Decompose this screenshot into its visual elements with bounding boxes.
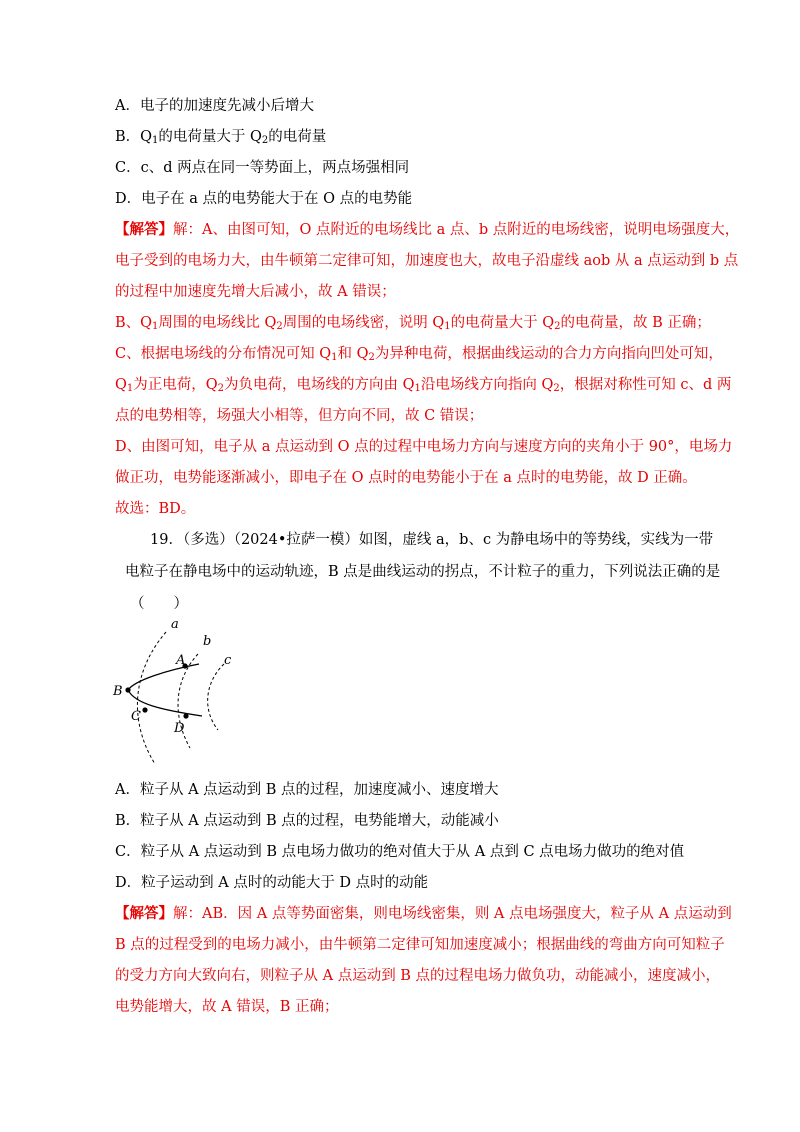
point-c-dot bbox=[142, 707, 147, 712]
q18-option-b: B．$Q_1$的电荷量大于 $Q_2$的电荷量 bbox=[115, 129, 327, 146]
q19-option-d: D．粒子运动到 A 点时的动能大于 D 点时的动能 bbox=[115, 875, 429, 891]
q19-stem-line-3: （ ） bbox=[130, 596, 188, 612]
q19-option-c: C．粒子从 A 点运动到 B 点电场力做功的绝对值大于从 A 点到 C 点电场力做功的绝对值 bbox=[115, 844, 685, 860]
q19-stem-line-2: 电粒子在静电场中的运动轨迹，B 点是曲线运动的拐点，不计粒子的重力，下列说法正确的是 bbox=[125, 564, 721, 580]
q19-answer-line-3: 的受力方向大致向右，则粒子从 A 点运动到 B 点的过程电场力做负功，动能减小，速度减小， bbox=[115, 968, 721, 984]
label-point-c: C bbox=[131, 709, 141, 724]
label-point-d: D bbox=[174, 721, 185, 736]
q18-option-d: D．电子在 a 点的电势能大于在 O 点的电势能 bbox=[115, 191, 413, 207]
label-c: c bbox=[224, 653, 232, 668]
q18-answer-line-6: $Q_1$为正电荷，$Q_2$为负电荷，电场线的方向由 $Q_1$沿电场线方向指向 $Q_2$，根据对称性可知 c、d 两 bbox=[115, 377, 732, 394]
label-point-b: B bbox=[113, 684, 123, 699]
q18-option-c: C．c、d 两点在同一等势面上，两点场强相同 bbox=[115, 160, 410, 176]
q19-option-a: A．粒子从 A 点运动到 B 点的过程，加速度减小、速度增大 bbox=[115, 782, 499, 798]
q18-answer-line-4: B、$Q_1$周围的电场线比 $Q_2$周围的电场线密，说明 $Q_1$的电荷量大于 $Q_2$的电荷量，故 B 正确； bbox=[115, 315, 711, 332]
label-b: b bbox=[203, 634, 212, 649]
point-d-dot bbox=[183, 713, 188, 718]
q18-answer-line-2: 电子受到的电场力大，由牛顿第二定律可知，加速度也大，故电子沿虚线 aob 从 a 点运动到 b 点 bbox=[115, 253, 739, 269]
q18-answer-line-9: 做正功，电势能逐渐减小，即电子在 O 点时的电势能小于在 a 点时的电势能，故 D 正确。 bbox=[115, 470, 697, 486]
q18-answer-line-1: 【解答】解：A、由图可知，O 点附近的电场线比 a 点、b 点附近的电场线密，说明电场强度大， bbox=[115, 221, 740, 238]
q19-option-b: B．粒子从 A 点运动到 B 点的过程，电势能增大，动能减小 bbox=[115, 813, 499, 829]
q18-answer-line-7: 点的电势相等，场强大小相等，但方向不同，故 C 错误； bbox=[115, 408, 484, 424]
q18-answer-line-3: 的过程中加速度先增大后减小，故 A 错误； bbox=[115, 284, 396, 300]
q19-answer-line-1: 【解答】解：AB．因 A 点等势面密集，则电场线密集，则 A 点电场强度大，粒子从 A 点运动到 bbox=[115, 905, 732, 922]
q18-answer-line-8: D、由图可知，电子从 a 点运动到 O 点的过程中电场力方向与速度方向的夹角小于 90°，电场力 bbox=[115, 439, 733, 455]
point-b-dot bbox=[125, 687, 130, 692]
q18-answer-line-10: 故选：BD。 bbox=[115, 501, 196, 517]
answer-tag: 【解答】 bbox=[115, 905, 173, 922]
equipotential-figure bbox=[110, 612, 270, 772]
equipotential-line-a bbox=[137, 632, 166, 764]
q19-answer-line-2: B 点的过程受到的电场力减小，由牛顿第二定律可知加速度减小；根据曲线的弯曲方向可知粒子 bbox=[115, 937, 725, 953]
equipotential-line-c bbox=[208, 664, 224, 730]
q18-option-a: A．电子的加速度先减小后增大 bbox=[115, 98, 314, 114]
label-a: a bbox=[171, 617, 179, 632]
q19-answer-line-4: 电势能增大，故 A 错误，B 正确； bbox=[115, 999, 339, 1015]
answer-tag: 【解答】 bbox=[115, 221, 173, 238]
q19-stem-line-1: 19．（多选）（2024•拉萨一模）如图，虚线 a，b、c 为静电场中的等势线，实线为一带 bbox=[150, 532, 714, 548]
label-point-a: A bbox=[176, 653, 186, 668]
q18-answer-line-5: C、根据电场线的分布情况可知 $Q_1$和 $Q_2$为异种电荷，根据曲线运动的合力方向指向凹处可知， bbox=[115, 346, 723, 363]
